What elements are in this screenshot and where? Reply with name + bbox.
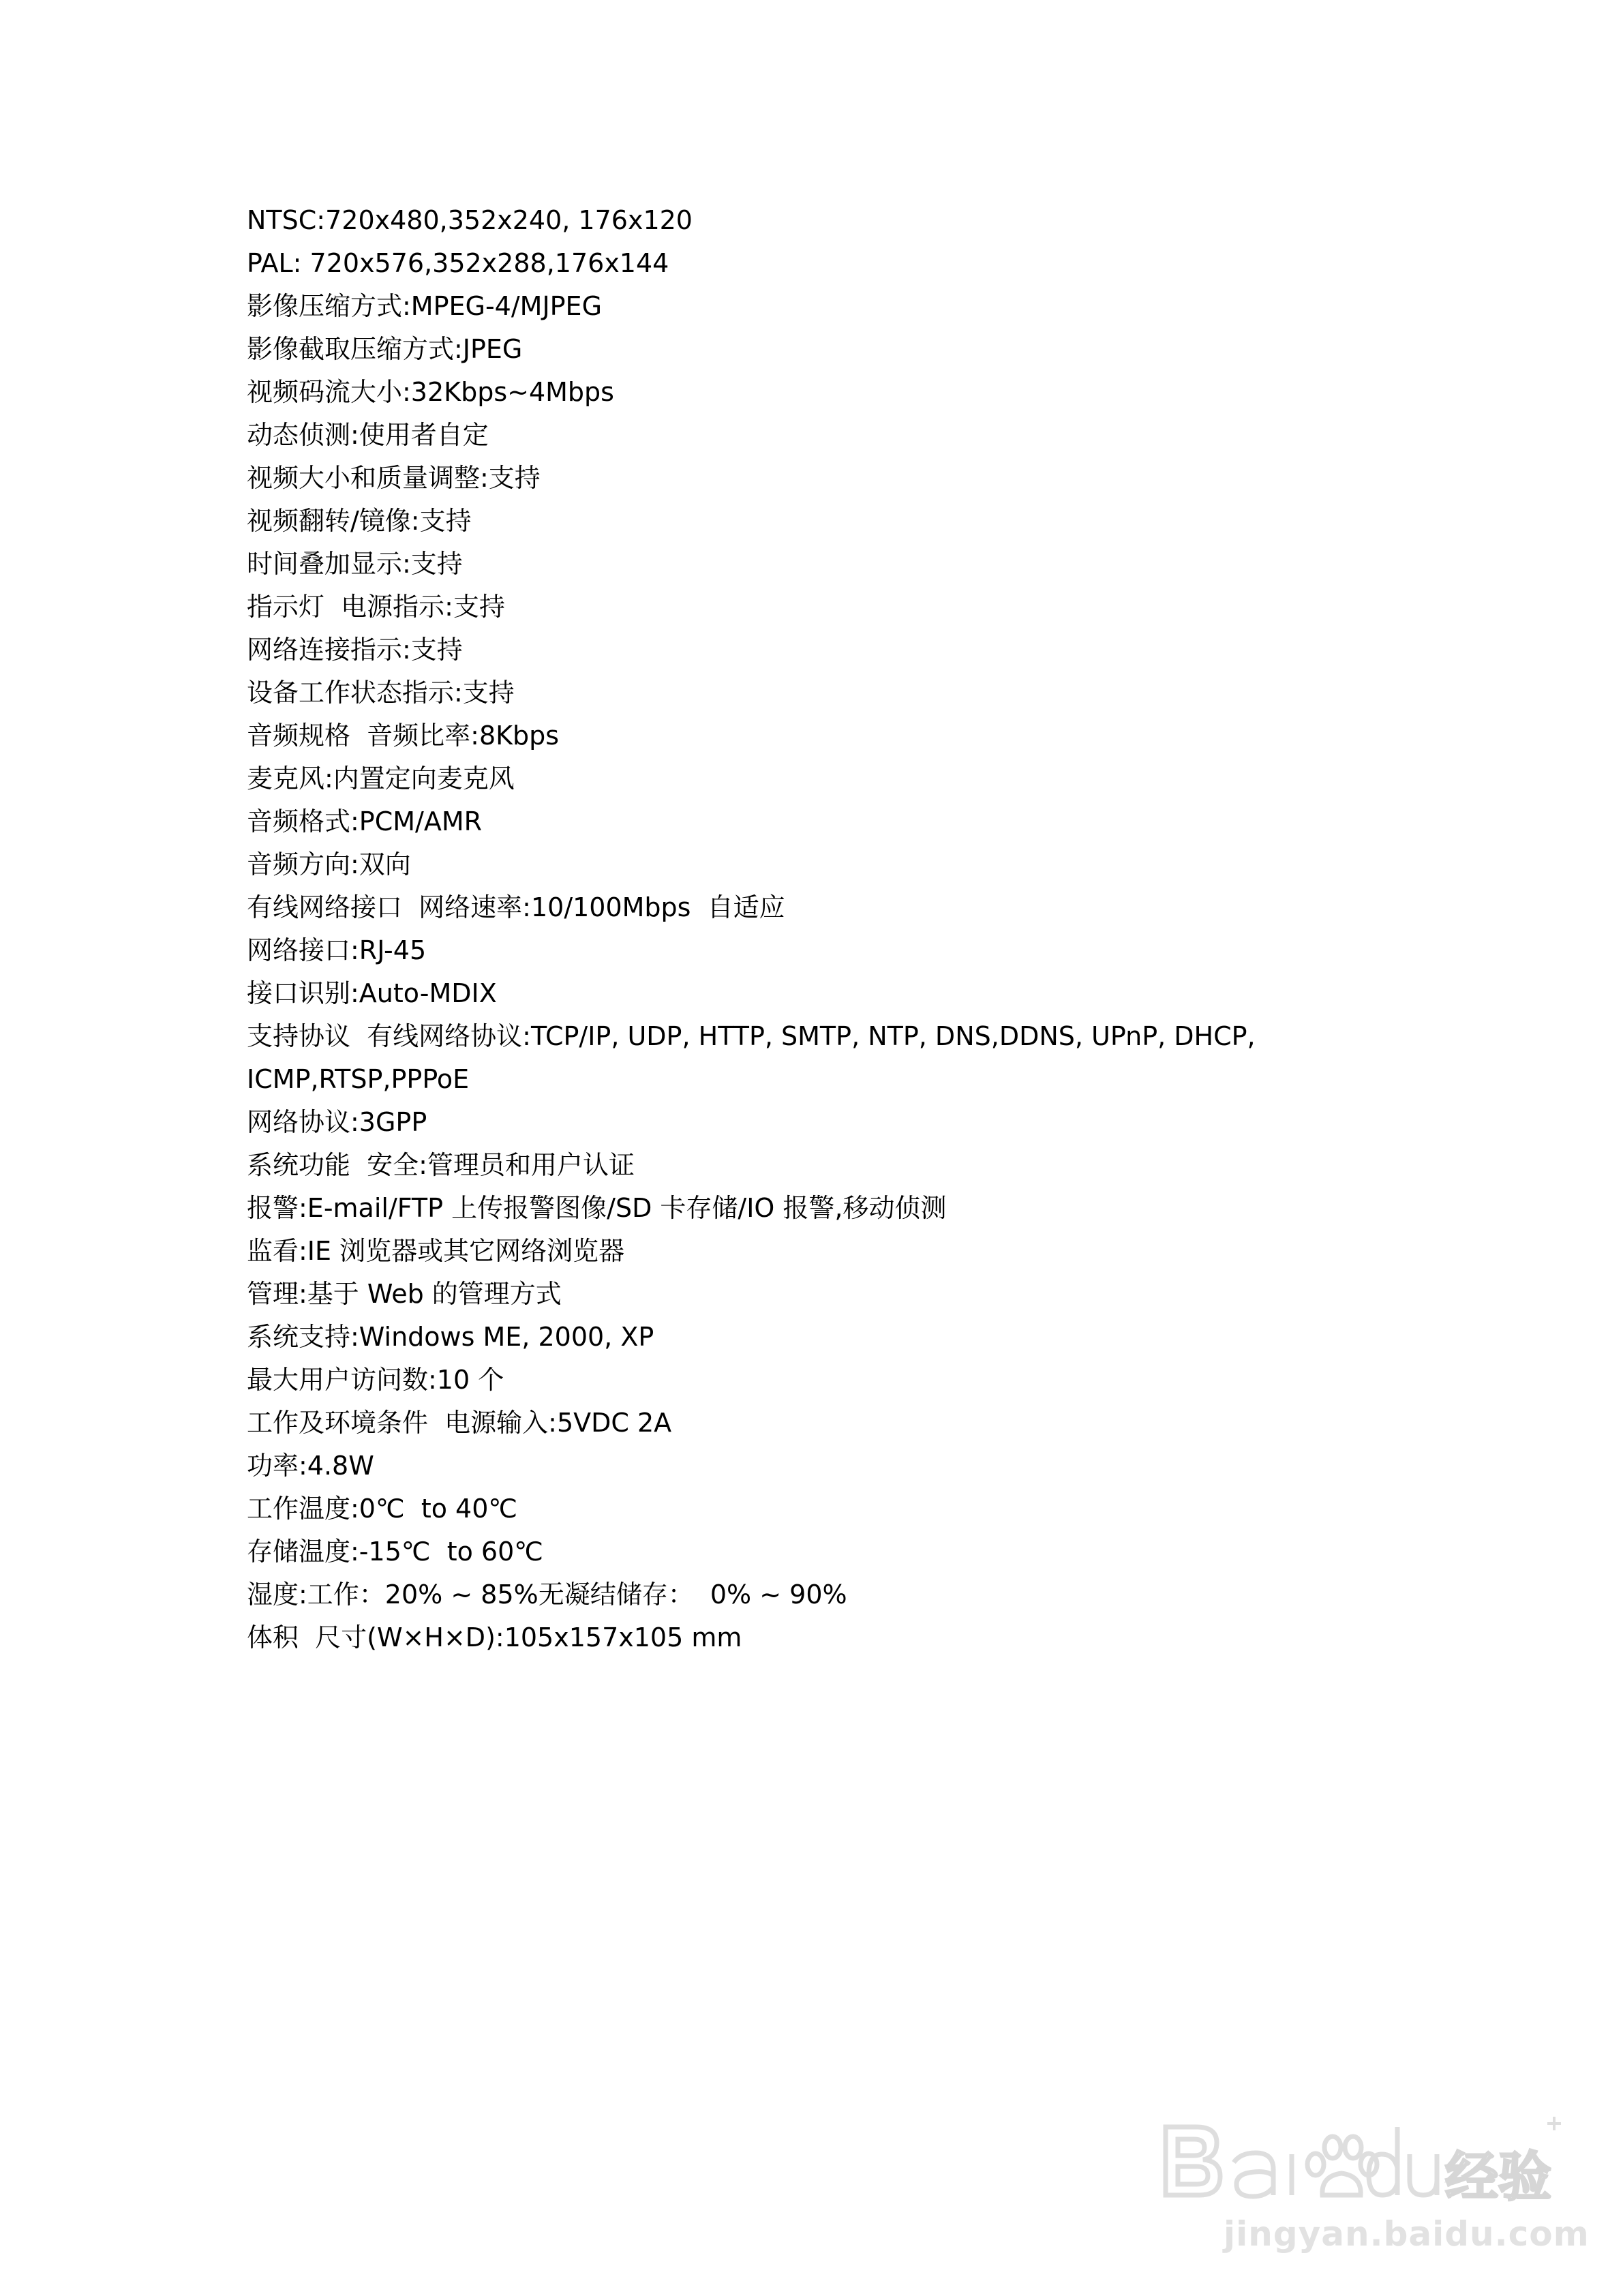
- spec-line: 体积 尺寸(W×H×D):105x157x105 mm: [247, 1622, 742, 1652]
- spec-line: 影像压缩方式:MPEG-4/MJPEG: [247, 291, 603, 321]
- watermark-url: jingyan.baidu.com: [1224, 2214, 1590, 2254]
- spec-line: 动态侦测:使用者自定: [247, 420, 489, 450]
- spec-line: 设备工作状态指示:支持: [247, 678, 515, 708]
- spec-line: 系统支持:Windows ME, 2000, XP: [247, 1322, 654, 1352]
- spec-line: 视频码流大小:32Kbps~4Mbps: [247, 377, 614, 407]
- spec-line: PAL: 720x576,352x288,176x144: [247, 248, 669, 278]
- spec-line: 视频大小和质量调整:支持: [247, 463, 541, 493]
- spec-line: 湿度:工作：20% ~ 85%无凝结储存： 0% ~ 90%: [247, 1580, 847, 1610]
- spec-line: 影像截取压缩方式:JPEG: [247, 334, 523, 364]
- spec-line: 最大用户访问数:10 个: [247, 1365, 504, 1395]
- spec-line: 视频翻转/镜像:支持: [247, 506, 472, 536]
- spec-line: 音频格式:PCM/AMR: [247, 806, 483, 836]
- spec-line: ICMP,RTSP,PPPoE: [247, 1064, 470, 1094]
- baidu-logo-icon: [1152, 2100, 1561, 2209]
- spec-line: 工作及环境条件 电源输入:5VDC 2A: [247, 1408, 672, 1438]
- spec-line: 功率:4.8W: [247, 1451, 374, 1481]
- spec-line: 指示灯 电源指示:支持: [247, 592, 505, 622]
- baidu-jingyan-watermark: [1152, 2059, 1590, 2263]
- spec-line: 管理:基于 Web 的管理方式: [247, 1279, 562, 1309]
- spec-line: 网络协议:3GPP: [247, 1107, 427, 1137]
- watermark-logo-text: 经验: [1445, 2147, 1552, 2208]
- spec-line: 工作温度:0℃ to 40℃: [247, 1494, 518, 1524]
- spec-line: 音频方向:双向: [247, 849, 411, 879]
- spec-line: 报警:E-mail/FTP 上传报警图像/SD 卡存储/IO 报警,移动侦测: [247, 1193, 947, 1223]
- spec-line: 支持协议 有线网络协议:TCP/IP, UDP, HTTP, SMTP, NTP, DNS,DDNS, UPnP, DHCP,: [247, 1021, 1256, 1051]
- spec-line: 接口识别:Auto-MDIX: [247, 978, 497, 1008]
- spec-line: 网络连接指示:支持: [247, 635, 463, 665]
- spec-line: 音频规格 音频比率:8Kbps: [247, 721, 560, 751]
- spec-line: 时间叠加显示:支持: [247, 549, 463, 579]
- spec-line: 系统功能 安全:管理员和用户认证: [247, 1150, 635, 1180]
- spec-line: NTSC:720x480,352x240, 176x120: [247, 205, 693, 235]
- spec-line: 监看:IE 浏览器或其它网络浏览器: [247, 1236, 625, 1266]
- spec-line: 网络接口:RJ-45: [247, 935, 427, 965]
- spec-list: [247, 199, 1542, 1659]
- spec-line: 存储温度:-15℃ to 60℃: [247, 1537, 543, 1567]
- spec-line: 有线网络接口 网络速率:10/100Mbps 自适应: [247, 892, 785, 922]
- spec-line: 麦克风:内置定向麦克风: [247, 764, 515, 794]
